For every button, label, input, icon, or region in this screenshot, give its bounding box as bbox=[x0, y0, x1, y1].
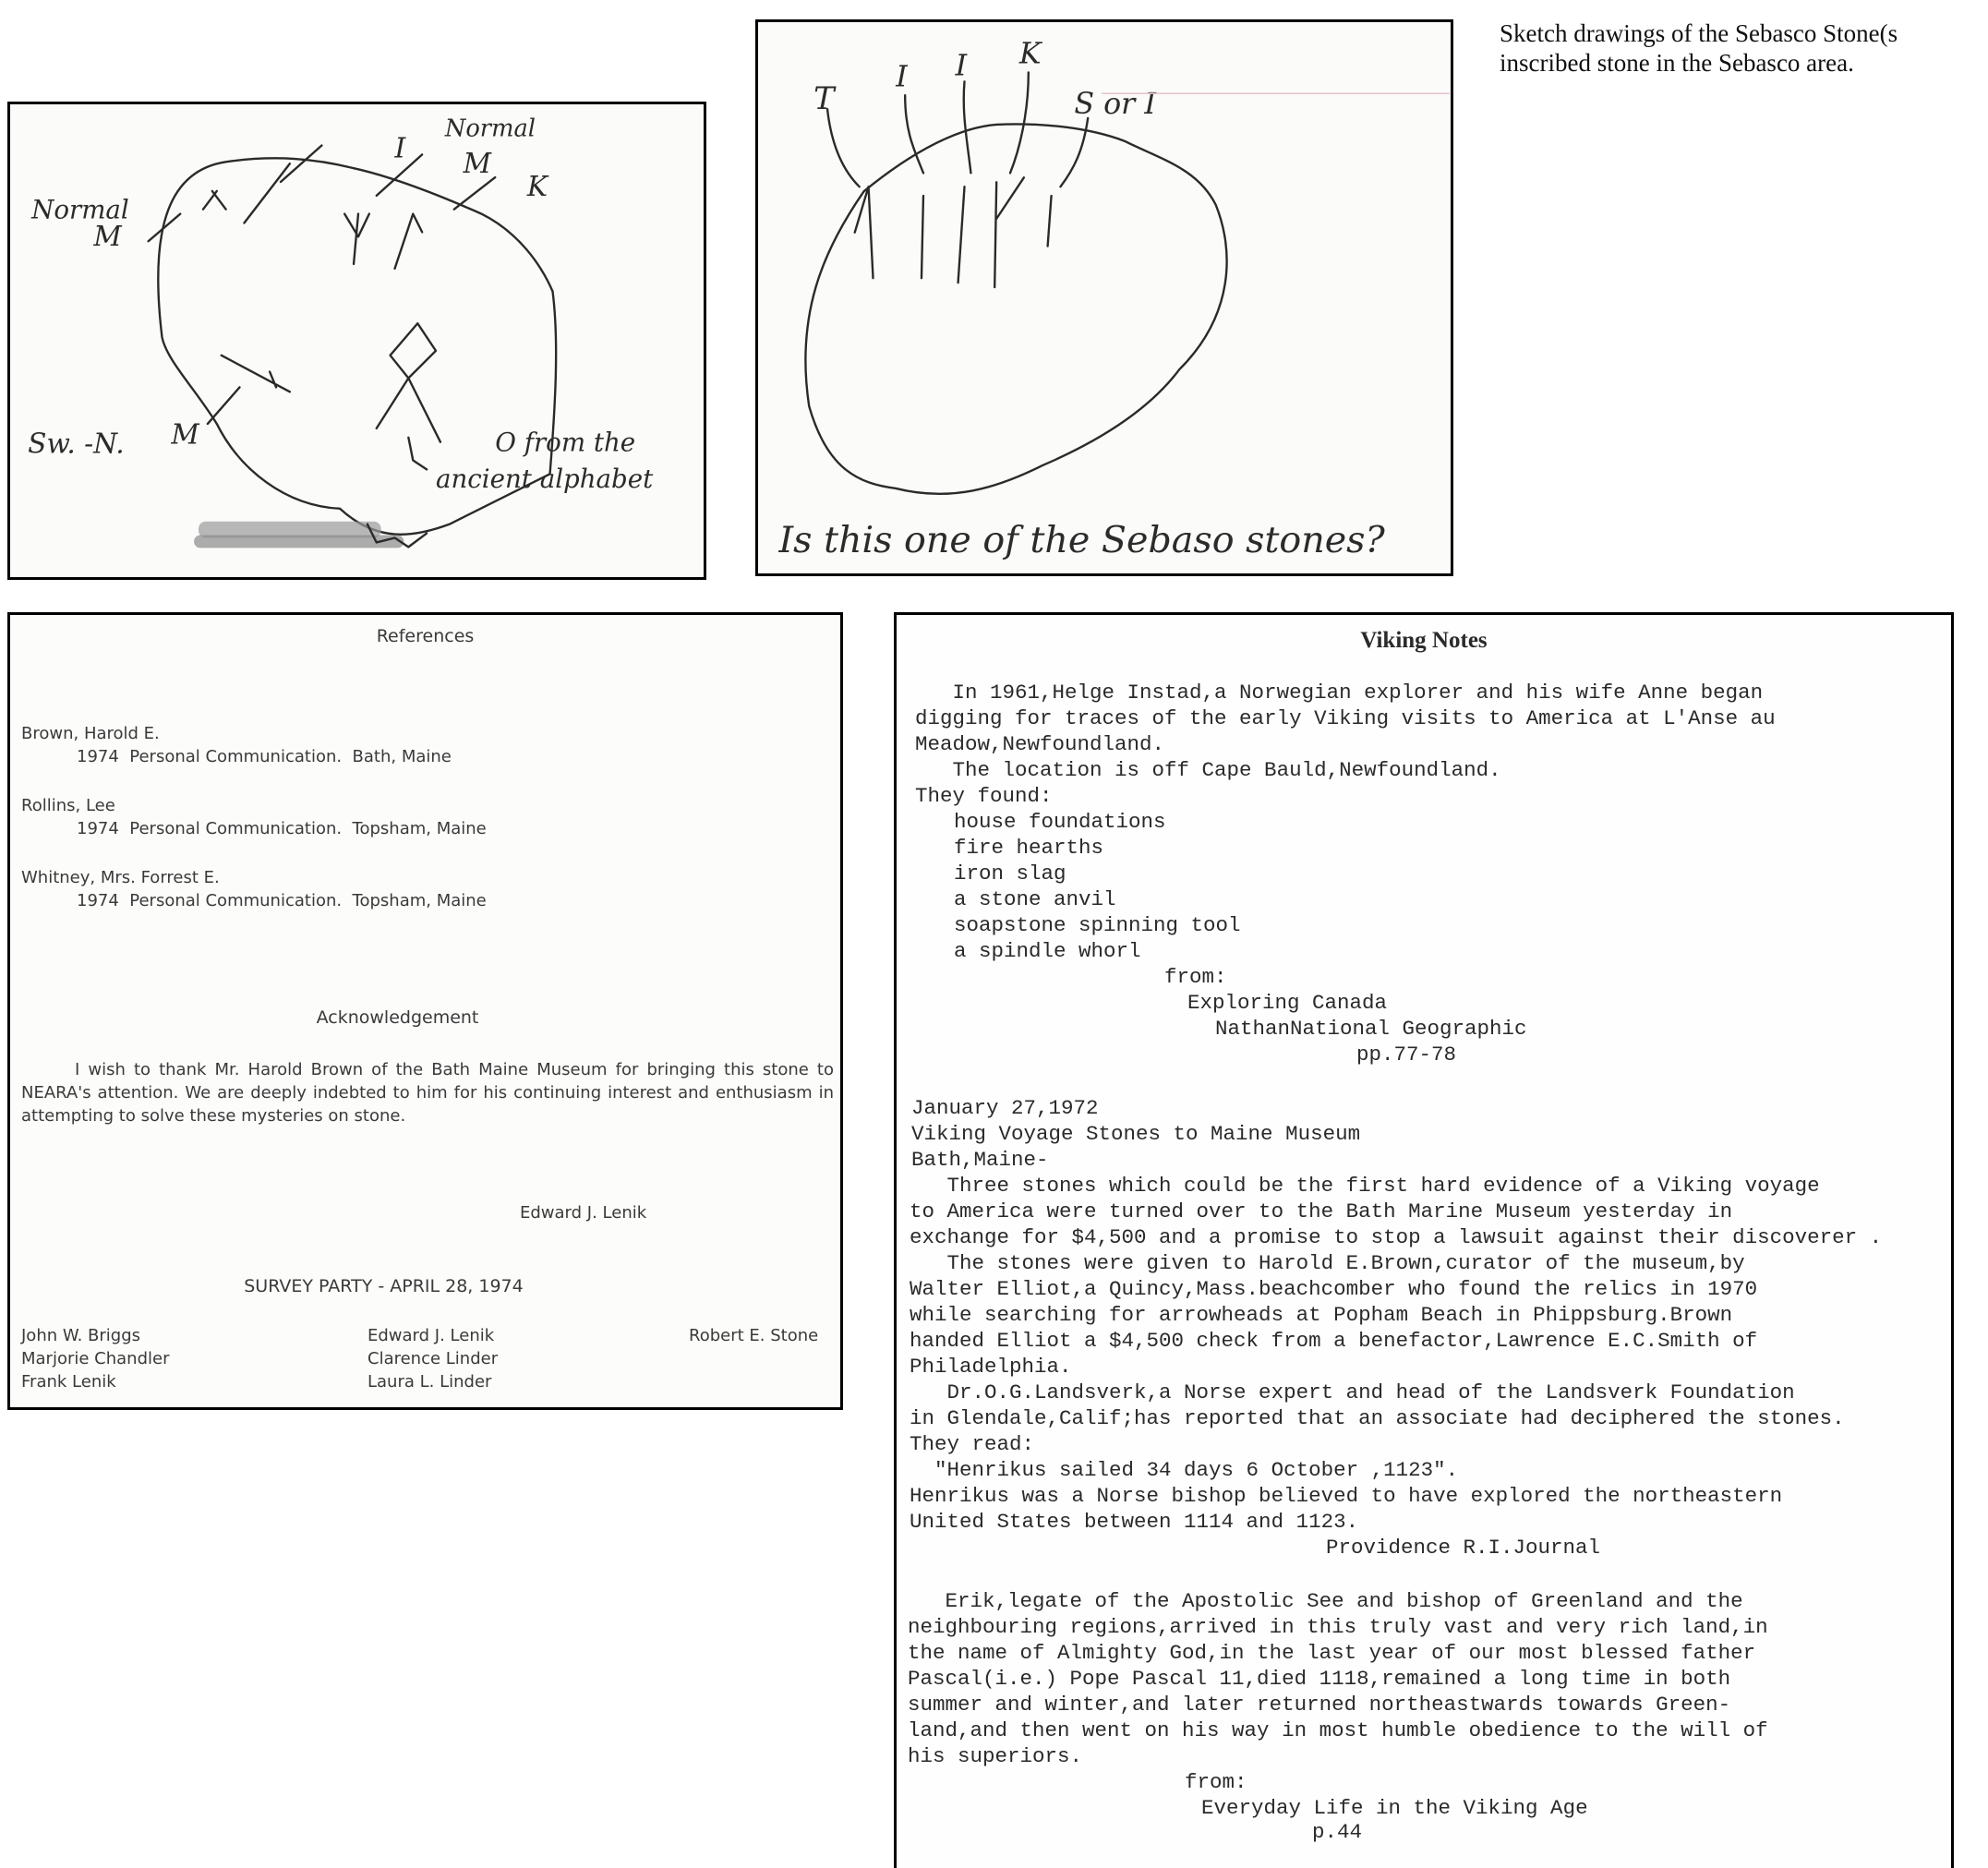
label-normal-left: Normal bbox=[31, 194, 129, 225]
label-note-line2: ancient alphabet bbox=[435, 464, 654, 495]
rune-stroke bbox=[208, 387, 240, 424]
rune-stroke bbox=[922, 196, 923, 278]
question-text: Is this one of the Sebaso stones? bbox=[778, 519, 1385, 562]
label-s-or-i: S or I bbox=[1074, 88, 1156, 122]
rune-stroke bbox=[203, 191, 226, 210]
rune-stroke bbox=[244, 163, 289, 223]
article-line: while searching for arrowheads at Popham Beach in Phippsburg.Brown bbox=[910, 1303, 1733, 1327]
article-line: They read: bbox=[910, 1432, 1035, 1456]
rune-stroke bbox=[958, 187, 965, 283]
source-from: from: bbox=[1185, 1770, 1247, 1794]
label-m-top: M bbox=[463, 147, 492, 180]
quote-line: Pascal(i.e.) Pope Pascal 11,died 1118,remained a long time in both bbox=[908, 1667, 1731, 1691]
article-line: Bath,Maine- bbox=[911, 1148, 1049, 1172]
text-line: Meadow,Newfoundland. bbox=[915, 732, 1165, 756]
found-item: iron slag bbox=[954, 862, 1066, 886]
source-title: Exploring Canada bbox=[1187, 991, 1388, 1015]
party-member: Frank Lenik bbox=[21, 1372, 116, 1392]
article-line: Walter Elliot,a Quincy,Mass.beachcomber who found the relics in 1970 bbox=[910, 1277, 1758, 1301]
stone-sketch-1-drawing bbox=[10, 104, 704, 577]
article-line: Dr.O.G.Landsverk,a Norse expert and head of the Landsverk Foundation bbox=[910, 1380, 1795, 1404]
party-member: Clarence Linder bbox=[367, 1349, 499, 1368]
survey-party-column-3 bbox=[689, 1324, 818, 1347]
signer-name: Edward J. Lenik bbox=[520, 1203, 647, 1223]
party-member: Edward J. Lenik bbox=[367, 1326, 495, 1345]
party-member: Marjorie Chandler bbox=[21, 1349, 170, 1368]
survey-party-column-2 bbox=[367, 1324, 498, 1393]
label-i-top: I bbox=[394, 131, 406, 164]
sketch-panel-1 bbox=[7, 102, 706, 580]
article-line: Three stones which could be the first hard evidence of a Viking voyage bbox=[910, 1174, 1820, 1198]
label-t: T bbox=[813, 80, 835, 117]
quote-line: his superiors. bbox=[908, 1744, 1083, 1768]
rune-stroke bbox=[149, 214, 181, 242]
acknowledgement-text bbox=[21, 1058, 834, 1127]
sketch-panel-2 bbox=[755, 19, 1453, 576]
label-normal-top: Normal bbox=[444, 114, 536, 143]
article-line: Viking Voyage Stones to Maine Museum bbox=[911, 1122, 1361, 1146]
survey-party-heading: SURVEY PARTY - APRIL 28, 1974 bbox=[244, 1276, 524, 1296]
rune-stroke bbox=[1048, 196, 1052, 246]
quote-line: the name of Almighty God,in the last year of our most blessed father bbox=[908, 1641, 1756, 1665]
article-line: The stones were given to Harold E.Brown,curator of the museum,by bbox=[910, 1251, 1745, 1275]
article-source: Providence R.I.Journal bbox=[1326, 1536, 1601, 1560]
rune-stroke bbox=[281, 145, 321, 182]
acknowledgement-body: I wish to thank Mr. Harold Brown of the Bath Maine Museum for bringing this stone to NEARA's attention. We are deeply indebted to him for his continuing interest and enthusiasm in attempting to solve these mysteries on stone. bbox=[21, 1060, 834, 1126]
party-member: Robert E. Stone bbox=[689, 1326, 819, 1345]
rune-stroke bbox=[222, 356, 290, 392]
acknowledgement-heading: Acknowledgement bbox=[316, 1007, 479, 1028]
party-member: Laura L. Linder bbox=[367, 1372, 492, 1392]
article-line: handed Elliot a $4,500 check from a benefactor,Lawrence E.C.Smith of bbox=[910, 1329, 1758, 1353]
text-line: In 1961,Helge Instad,a Norwegian explorer and his wife Anne began bbox=[915, 681, 1764, 705]
label-note-line1: O from the bbox=[495, 427, 636, 458]
rune-stroke bbox=[408, 438, 427, 470]
leader-line bbox=[827, 109, 860, 187]
references-heading: References bbox=[376, 626, 475, 646]
rune-stroke bbox=[454, 177, 495, 210]
references-panel bbox=[7, 612, 843, 1410]
stone-outline-2 bbox=[805, 124, 1226, 493]
figure-caption bbox=[1500, 18, 1898, 78]
quote-line: land,and then went on his way in most humble obedience to the will of bbox=[908, 1718, 1768, 1742]
quote-line: summer and winter,and later returned northeastwards towards Green- bbox=[908, 1693, 1731, 1717]
article-line: Henrikus was a Norse bishop believed to have explored the northeastern bbox=[910, 1484, 1783, 1508]
party-member: John W. Briggs bbox=[21, 1326, 141, 1345]
rune-stroke bbox=[994, 177, 1024, 287]
text-line: digging for traces of the early Viking visits to America at L'Anse au bbox=[915, 706, 1776, 730]
rune-stroke bbox=[344, 214, 369, 264]
label-sw-n: Sw. -N. bbox=[28, 427, 125, 460]
leader-line bbox=[905, 95, 923, 173]
found-item: fire hearths bbox=[954, 836, 1104, 860]
label-k-top: K bbox=[526, 169, 548, 202]
caption-line-2: inscribed stone in the Sebasco area. bbox=[1500, 49, 1854, 77]
label-i1: I bbox=[896, 60, 908, 94]
label-k: K bbox=[1018, 37, 1042, 71]
quote-line: Erik,legate of the Apostolic See and bishop of Greenland and the bbox=[908, 1589, 1743, 1613]
reference-name: Brown, Harold E. bbox=[21, 724, 160, 743]
article-line: January 27,1972 bbox=[911, 1096, 1099, 1120]
source-from: from: bbox=[1164, 965, 1227, 989]
article-line: to America were turned over to the Bath Marine Museum yesterday in bbox=[910, 1199, 1733, 1223]
caption-line-1: Sketch drawings of the Sebasco Stone(s bbox=[1500, 19, 1898, 47]
found-item: house foundations bbox=[954, 810, 1166, 834]
viking-notes-title: Viking Notes bbox=[1360, 628, 1488, 653]
rune-stroke bbox=[395, 214, 423, 269]
article-line: United States between 1114 and 1123. bbox=[910, 1510, 1359, 1534]
reference-name: Rollins, Lee bbox=[21, 796, 115, 815]
survey-party-column-1 bbox=[21, 1324, 170, 1393]
source-pages: p.44 bbox=[1312, 1820, 1363, 1844]
rune-stroke bbox=[377, 323, 440, 441]
source-publisher bbox=[1215, 1016, 1527, 1042]
reference-detail: 1974 Personal Communication. Topsham, Maine bbox=[77, 819, 487, 838]
article-line: in Glendale,Calif;has reported that an associate had deciphered the stones. bbox=[910, 1406, 1845, 1430]
source-pages: pp.77-78 bbox=[1356, 1042, 1457, 1067]
label-m-left: M bbox=[93, 220, 122, 253]
publisher-name: National Geographic bbox=[1290, 1017, 1527, 1041]
quote-line: neighbouring regions,arrived in this truly vast and very rich land,in bbox=[908, 1615, 1768, 1639]
leader-line bbox=[964, 81, 971, 173]
viking-notes-panel bbox=[894, 612, 1954, 1868]
source-title: Everyday Life in the Viking Age bbox=[1201, 1796, 1588, 1820]
leader-line bbox=[1010, 72, 1029, 173]
found-item: a stone anvil bbox=[954, 887, 1116, 911]
found-item: a spindle whorl bbox=[954, 939, 1141, 963]
struck-over-text: Nathan bbox=[1215, 1017, 1291, 1041]
label-m-bottom: M bbox=[171, 417, 199, 451]
text-line: They found: bbox=[915, 784, 1053, 808]
article-line: exchange for $4,500 and a promise to stop a lawsuit against their discoverer . bbox=[910, 1225, 1883, 1249]
article-line: Philadelphia. bbox=[910, 1355, 1072, 1379]
stone-sketch-2-drawing bbox=[758, 22, 1451, 573]
reference-detail: 1974 Personal Communication. Bath, Maine bbox=[77, 747, 452, 766]
article-line: "Henrikus sailed 34 days 6 October ,1123". bbox=[910, 1458, 1459, 1482]
reference-name: Whitney, Mrs. Forrest E. bbox=[21, 868, 220, 887]
found-item: soapstone spinning tool bbox=[954, 913, 1241, 937]
label-i2: I bbox=[955, 49, 968, 83]
text-line: The location is off Cape Bauld,Newfoundland. bbox=[915, 758, 1501, 782]
reference-detail: 1974 Personal Communication. Topsham, Maine bbox=[77, 891, 487, 910]
